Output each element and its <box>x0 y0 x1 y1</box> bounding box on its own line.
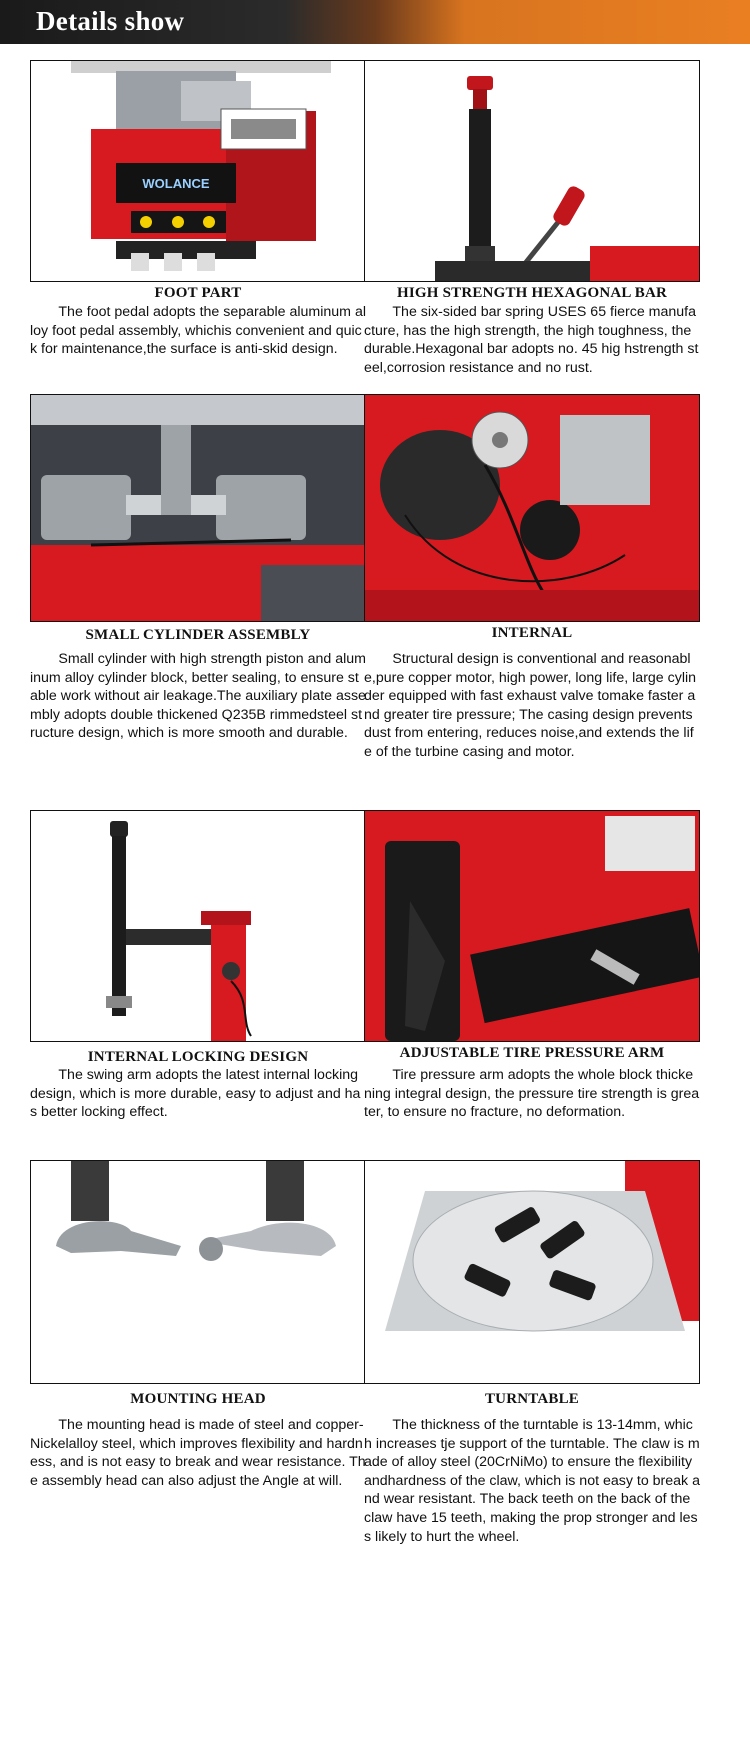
caption-mounting-head: MOUNTING HEAD <box>130 1391 266 1407</box>
caption-hexagonal-bar: HIGH STRENGTH HEXAGONAL BAR <box>396 285 668 301</box>
caption-small-cylinder: SMALL CYLINDER ASSEMBLY <box>85 627 311 643</box>
caption-foot-part: FOOT PART <box>154 285 242 301</box>
foot-pedal-icon <box>31 61 365 281</box>
internal-photo <box>364 394 700 622</box>
description-hexagonal-bar: The six-sided bar spring USES 65 fierce manufacture, has the high strength, the high toughness, the durable.Hexagonal bar adopts no. 45 hig hstrength steel,corrosion resistance and no rust. <box>364 304 699 376</box>
motor-icon <box>365 395 699 621</box>
hexagonal-bar-icon <box>365 61 699 281</box>
foot-pedal-photo <box>30 60 366 282</box>
pressure-arm-icon <box>365 811 699 1041</box>
description-mounting-head: The mounting head is made of steel and copper-Nickelalloy steel, which improves flexibility and hardness, and is not easy to break and wear resistance. The assembly head can also adjust the Angle at will. <box>30 1417 366 1489</box>
description-foot-part: The foot pedal adopts the separable aluminum alloy foot pedal assembly, whichis convenient and quick for maintenance,the surface is anti-skid design. <box>30 304 366 358</box>
page-title: Details show <box>36 6 185 36</box>
cylinder-icon <box>31 395 365 621</box>
caption-turntable: TURNTABLE <box>484 1391 580 1407</box>
description-tire-pressure-arm: Tire pressure arm adopts the whole block thickening integral design, the pressure tire strength is greater, to ensure no fracture, no deformation. <box>364 1067 700 1121</box>
description-internal: Structural design is conventional and reasonable,pure copper motor, high power, long life, large cylinder equipped with fast exhaust valve tomake faster and greater tire pressure; The casing design prevents dust from entering, reduces noise,and extends the life of the turbine casing and motor. <box>364 651 697 760</box>
caption-internal-locking: INTERNAL LOCKING DESIGN <box>87 1049 309 1065</box>
mounting-head-icon <box>31 1161 365 1383</box>
tire-pressure-arm-photo <box>364 810 700 1042</box>
description-turntable: The thickness of the turntable is 13-14mm, which increases tje support of the turntable. The claw is made of alloy steel (20CrNiMo) to ensure the flexibility andhardness of the claw, which is not easy to break and wear resistant. The back teeth on the back of the claw have 15 teeth, making the prop stronger and less likely to hurt the wheel. <box>364 1417 700 1545</box>
internal-locking-photo <box>30 810 366 1042</box>
hexagonal-bar-photo <box>364 60 700 282</box>
caption-internal: INTERNAL <box>491 625 573 641</box>
description-small-cylinder: Small cylinder with high strength piston and aluminum alloy cylinder block, better sealing, to ensure stable work without air leakage.The auxiliary plate assembly adopts double thickened Q235B rimmedsteel structure design, which is more smooth and durable. <box>30 651 366 742</box>
turntable-icon <box>365 1161 699 1383</box>
swing-arm-icon <box>31 811 365 1041</box>
caption-tire-pressure-arm: ADJUSTABLE TIRE PRESSURE ARM <box>399 1045 665 1061</box>
svg-text:WOLANCE: WOLANCE <box>142 176 210 191</box>
description-internal-locking: The swing arm adopts the latest internal locking design, which is more durable, easy to adjust and has better locking effect. <box>30 1067 361 1121</box>
small-cylinder-photo <box>30 394 366 622</box>
mounting-head-photo <box>30 1160 366 1384</box>
header-banner <box>0 0 750 44</box>
turntable-photo <box>364 1160 700 1384</box>
